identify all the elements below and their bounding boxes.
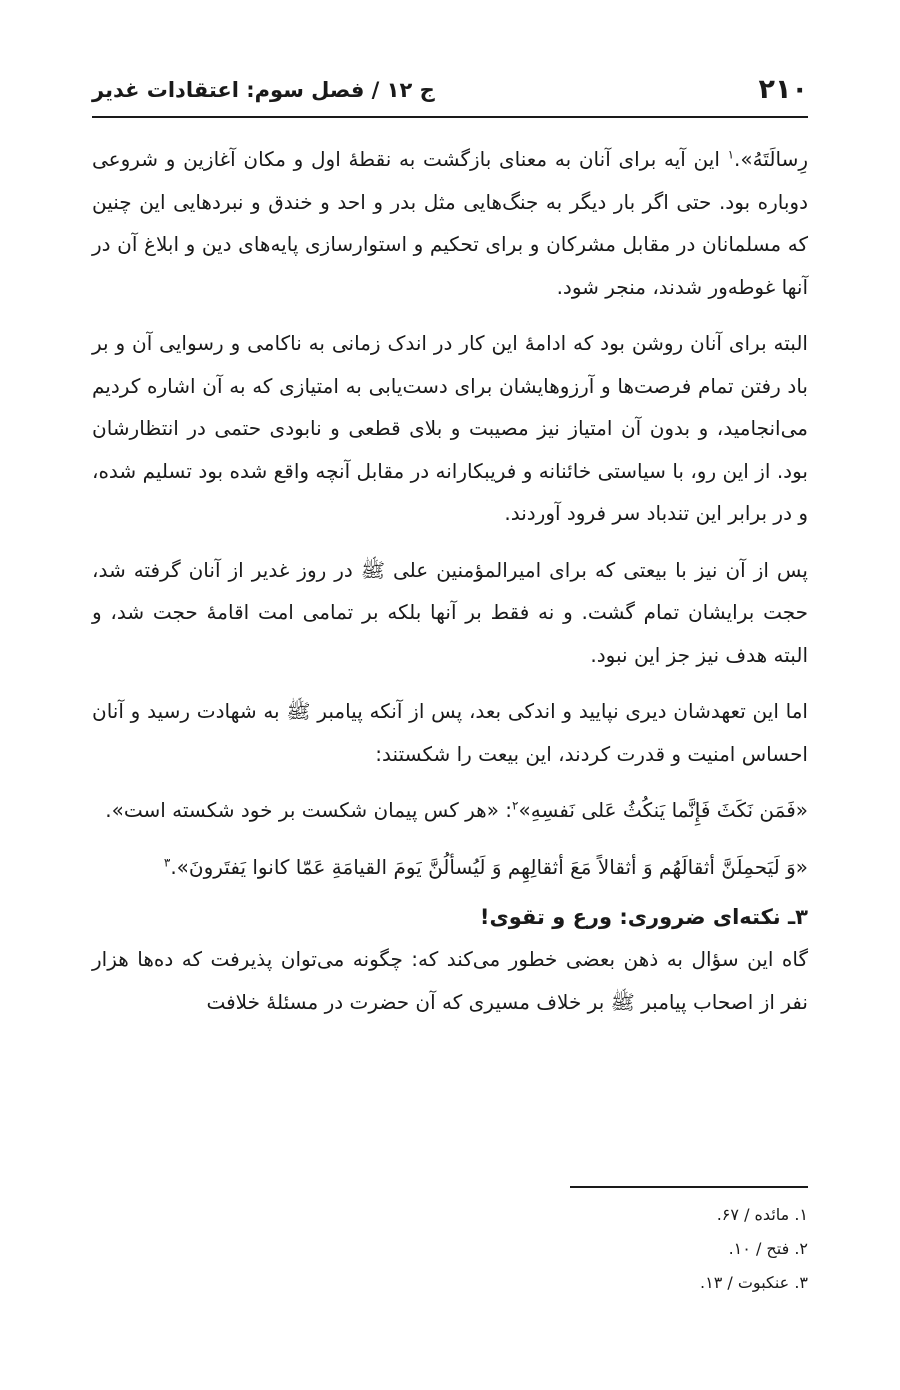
paragraph-4: اما این تعهدشان دیری نپایید و اندکی بعد، پس از آنکه پیامبر ﷺ به شهادت رسید و آنان احساس امنیت و قدرت کردند، این بیعت را شکستند: [92,699,808,766]
verse-ending: رِسالَتَهُ». [734,147,808,171]
page-number: ۲۱۰ [758,74,808,105]
paragraph-1 [92,138,808,308]
footnote-2: ۲. فتح / ۱۰. [728,1239,808,1258]
quote-translation: : «هر کس پیمان شکست بر خود شکسته است». [105,798,513,822]
footnote-3: ۳. عنکبوت / ۱۳. [700,1273,808,1292]
paragraph-5 [92,789,808,832]
paragraph-1-text: این آیه برای آنان به معنای بازگشت به نقطهٔ اول و مکان آغازین و شروعی دوباره بود. حتی اگر بار دیگر به جنگ‌هایی مثل بدر و احد و خندق و نبردهایی این چنین که مسلمانان در مقابل مشرکان و برای تحکیم و استوارسازی پایه‌های دین و ابلاغ آن در آنها غوطه‌ور شدند، منجر شود. [92,147,808,299]
footnote-divider [570,1186,808,1188]
page-body [92,138,808,1037]
book-page [92,0,808,1390]
footnote-ref-3[interactable]: ۳ [163,854,171,869]
section-heading: ۳ـ نکته‌ای ضروری: ورع و تقوی! [479,905,808,929]
footnote-1: ۱. مائده / ۶۷. [716,1205,808,1224]
running-title: ج ۱۲ / فصل سوم: اعتقادات غدیر [92,78,435,102]
footnote-ref-1[interactable]: ۱ [727,147,735,162]
paragraph-6 [92,846,808,889]
quran-quote-2: «وَ لَيَحمِلَنَّ أثقالَهُم وَ أثقالاً مَعَ أثقالِهِم وَ لَيُسألُنَّ يَومَ القيامَةِ عَمّا كانوا يَفتَرونَ». [170,854,808,879]
quran-quote-1: «فَمَن نَكَثَ فَإِنَّما يَنكُثُ عَلى نَفسِهِ» [518,798,808,822]
paragraph-2: البته برای آنان روشن بود که ادامهٔ این کار در اندک زمانی به ناکامی و رسوایی آن و بر باد رفتن تمام فرصت‌ها و آرزوهایشان برای دست‌یابی به امتیازی که به آن اشاره کردیم می‌انجامید، و بدون آن امتیاز نیز مصیبت و بلای قطعی و نابودی حتمی در انتظارشان بود. از این رو، با سیاستی خائنانه و فریبکارانه در مقابل آنچه واقع شده بود تسلیم شده، و در برابر این تندباد سر فرود آوردند. [92,331,808,525]
footnotes-list [92,1198,808,1300]
footnote-ref-2[interactable]: ۲ [512,798,519,813]
page-header [92,70,808,118]
paragraph-3: پس از آن نیز با بیعتی که برای امیرالمؤمنین علی ﷺ در روز غدیر از آنان گرفته شد، حجت برایشان تمام گشت. و نه فقط بر آنها بلکه بر تمامی امت اقامهٔ حجت شد، و البته هدف نیز جز این نبود. [92,557,808,667]
paragraph-7: گاه این سؤال به ذهن بعضی خطور می‌کند که: چگونه می‌توان پذیرفت که ده‌ها هزار نفر از اصحاب پیامبر ﷺ بر خلاف مسیری که آن حضرت در مسئلهٔ خلافت [92,947,808,1014]
